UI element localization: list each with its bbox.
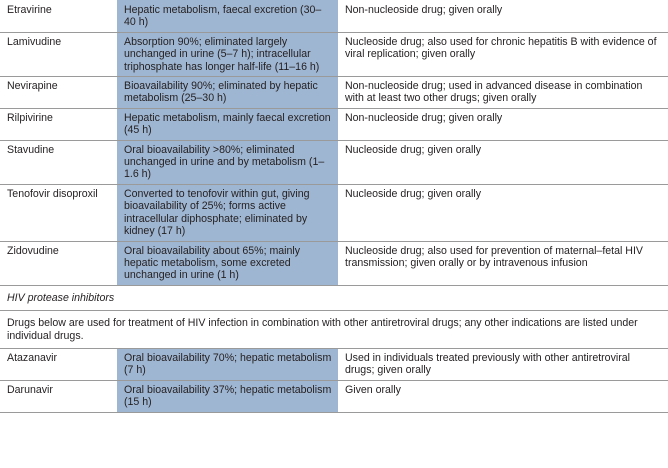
notes-cell: Nucleoside drug; given orally	[338, 184, 668, 241]
drug-name: Atazanavir	[0, 348, 117, 380]
section-note: Drugs below are used for treatment of HIV infection in combination with other antiretroviral drugs; any other indications are listed under individual drugs.	[0, 311, 668, 349]
table-row	[0, 184, 668, 241]
drug-name: Lamivudine	[0, 32, 117, 76]
notes-cell: Used in individuals treated previously with other antiretroviral drugs; given orally	[338, 348, 668, 380]
pharmacokinetics-cell: Bioavailability 90%; eliminated by hepatic metabolism (25–30 h)	[117, 77, 338, 109]
table-row	[0, 108, 668, 140]
pharmacokinetics-cell: Converted to tenofovir within gut, giving bioavailability of 25%; forms active intracellular diphosphate; eliminated by kidney (17 h)	[117, 184, 338, 241]
section-heading: HIV protease inhibitors	[0, 285, 668, 310]
table-row	[0, 380, 668, 412]
notes-cell: Nucleoside drug; also used for chronic hepatitis B with evidence of viral replication; given orally	[338, 32, 668, 76]
drug-name: Darunavir	[0, 380, 117, 412]
section-note-row	[0, 311, 668, 349]
table-row	[0, 241, 668, 285]
drug-name: Etravirine	[0, 0, 117, 32]
drug-name: Stavudine	[0, 140, 117, 184]
pharmacokinetics-cell: Hepatic metabolism, faecal excretion (30–40 h)	[117, 0, 338, 32]
pharmacokinetics-cell: Oral bioavailability 70%; hepatic metabolism (7 h)	[117, 348, 338, 380]
table-row	[0, 348, 668, 380]
notes-cell: Nucleoside drug; given orally	[338, 140, 668, 184]
notes-cell: Non-nucleoside drug; used in advanced disease in combination with at least two other drugs; given orally	[338, 77, 668, 109]
pharmacokinetics-cell: Hepatic metabolism, mainly faecal excretion (45 h)	[117, 108, 338, 140]
notes-cell: Non-nucleoside drug; given orally	[338, 108, 668, 140]
pharmacokinetics-cell: Oral bioavailability >80%; eliminated unchanged in urine and by metabolism (1–1.6 h)	[117, 140, 338, 184]
drug-name: Zidovudine	[0, 241, 117, 285]
notes-cell: Nucleoside drug; also used for prevention of maternal–fetal HIV transmission; given orally or by intravenous infusion	[338, 241, 668, 285]
drug-name: Nevirapine	[0, 77, 117, 109]
section-heading-row	[0, 285, 668, 310]
table-row	[0, 140, 668, 184]
pharmacokinetics-cell: Oral bioavailability 37%; hepatic metabolism (15 h)	[117, 380, 338, 412]
drug-name: Tenofovir disoproxil	[0, 184, 117, 241]
notes-cell: Given orally	[338, 380, 668, 412]
pharmacokinetics-cell: Oral bioavailability about 65%; mainly hepatic metabolism, some excreted unchanged in urine (1 h)	[117, 241, 338, 285]
notes-cell: Non-nucleoside drug; given orally	[338, 0, 668, 32]
table-row	[0, 32, 668, 76]
table-row	[0, 77, 668, 109]
table-row	[0, 0, 668, 32]
drug-name: Rilpivirine	[0, 108, 117, 140]
pharmacokinetics-cell: Absorption 90%; eliminated largely unchanged in urine (5–7 h); intracellular triphosphate has longer half-life (11–16 h)	[117, 32, 338, 76]
